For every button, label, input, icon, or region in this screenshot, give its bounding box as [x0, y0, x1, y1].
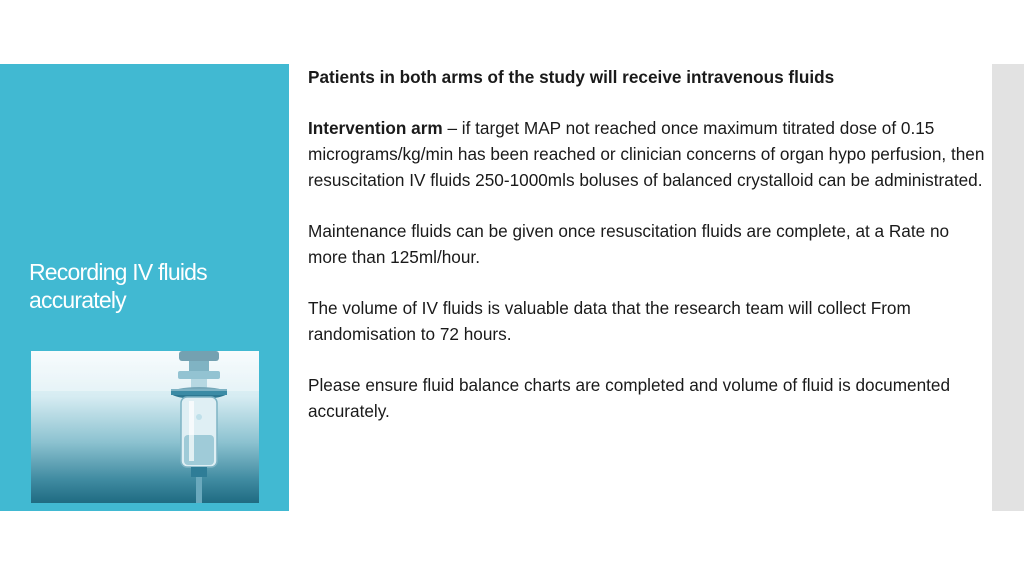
lead-heading: Patients in both arms of the study will receive intravenous fluids [308, 67, 835, 87]
slide-body [308, 64, 988, 450]
intervention-paragraph [308, 116, 988, 193]
intervention-text: – if target MAP not reached once maximum titrated dose of 0.15 micrograms/kg/min has been reached or clinician concerns of organ hypo perfusion, then resuscitation IV fluids 250-1000mls boluses of balanced crystalloid can be administrated. [308, 118, 985, 190]
maintenance-paragraph: Maintenance fluids can be given once resuscitation fluids are complete, at a Rate no more than 125ml/hour. [308, 221, 950, 267]
ensure-paragraph: Please ensure fluid balance charts are completed and volume of fluid is documented accurately. [308, 375, 951, 422]
volume-paragraph: The volume of IV fluids is valuable data that the research team will collect From randomisation to 72 hours. [308, 298, 911, 344]
iv-drip-image [31, 351, 259, 503]
intervention-label: Intervention arm [308, 118, 443, 139]
iv-drip-icon [31, 351, 259, 503]
scrollbar[interactable] [992, 64, 1024, 511]
slide-title: Recording IV fluids accurately [29, 259, 207, 313]
